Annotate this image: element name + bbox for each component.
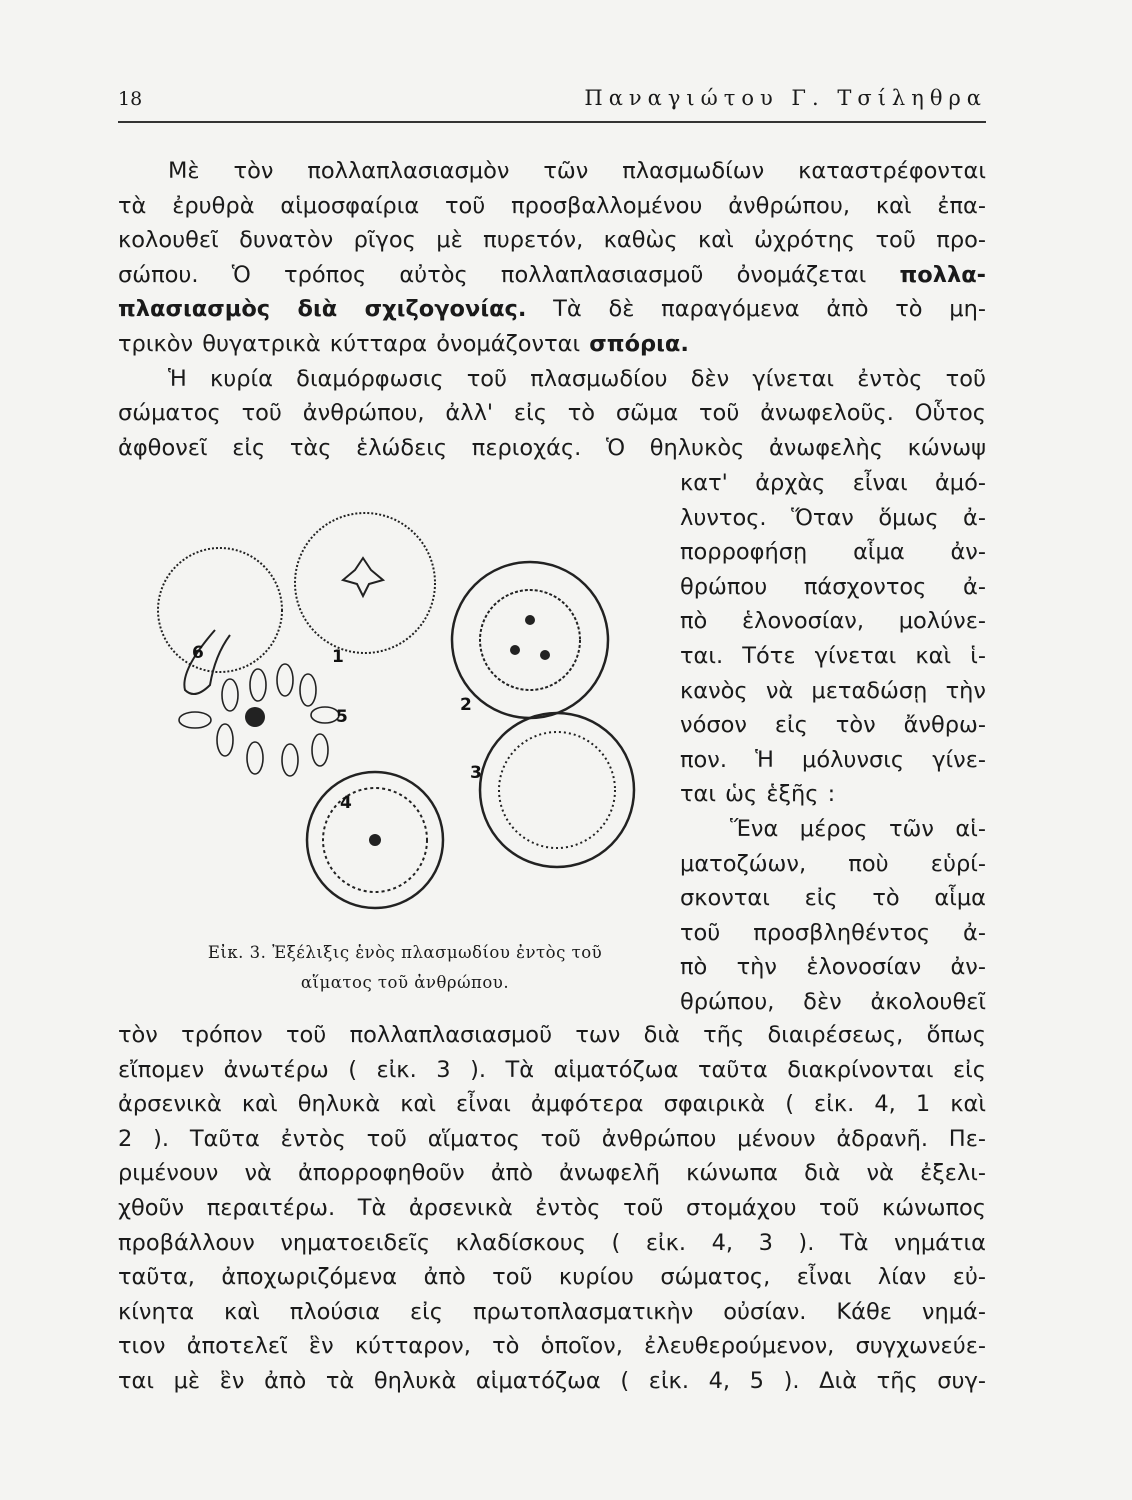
text-line xyxy=(680,985,986,1020)
text-segment: τοῦ προσβληθέντος ἀ- xyxy=(680,919,986,946)
text-segment: τὰ ἐρυθρὰ αἱμοσφαίρια τοῦ προσβαλλομένου ἀνθρώπου, καὶ ἐπα- xyxy=(118,192,986,219)
text-line xyxy=(680,812,986,847)
text-segment: Ἕνα μέρος τῶν αἱ- xyxy=(730,815,986,842)
paragraph-block-bottom xyxy=(118,1018,986,1399)
text-line xyxy=(680,777,986,812)
text-segment: σώματος τοῦ ἀνθρώπου, ἀλλ' εἰς τὸ σῶμα τοῦ ἀνωφελοῦς. Οὗτος xyxy=(118,400,986,427)
text-line xyxy=(680,535,986,570)
text-line xyxy=(118,258,986,293)
figure-label-1: 1 xyxy=(332,647,344,667)
paragraph-block-side xyxy=(680,466,986,1020)
text-line xyxy=(680,950,986,985)
text-segment: πὸ τὴν ἑλονοσίαν ἀν- xyxy=(680,954,986,981)
text-line xyxy=(680,674,986,709)
text-line xyxy=(118,396,986,431)
text-segment: σκονται εἰς τὸ αἷμα xyxy=(680,885,986,912)
cell-1 xyxy=(295,513,435,653)
header-rule xyxy=(118,121,986,123)
text-segment: σώπου. Ὁ τρόπος αὐτὸς πολλαπλασιασμοῦ ὀνομάζεται xyxy=(118,261,900,288)
text-line xyxy=(680,501,986,536)
text-line xyxy=(118,1018,986,1053)
text-segment: κίνητα καὶ πλούσια εἰς πρωτοπλασματικὴν οὐσίαν. Κάθε νημά- xyxy=(118,1298,986,1325)
text-line xyxy=(680,604,986,639)
figure-label-6: 6 xyxy=(192,643,204,663)
figure-caption-line-2: αἵματος τοῦ ἀνθρώπου. xyxy=(300,973,510,992)
cell-1-parasite xyxy=(343,558,383,596)
text-line xyxy=(118,362,986,397)
text-line xyxy=(118,1260,986,1295)
text-line xyxy=(118,1191,986,1226)
text-line xyxy=(680,466,986,501)
text-segment: τιον ἀποτελεῖ ἓν κύτταρον, τὸ ὁποῖον, ἐλευθερούμενον, συγχωνεύε- xyxy=(118,1333,986,1360)
text-segment: χθοῦν περαιτέρω. Τὰ ἀρσενικὰ ἐντὸς τοῦ στομάχου τοῦ κώνωπος xyxy=(118,1194,986,1221)
figure-label-2: 2 xyxy=(460,695,472,715)
text-segment: κατ' ἀρχὰς εἶναι ἀμό- xyxy=(680,470,986,496)
text-line xyxy=(118,1364,986,1399)
text-segment: 2 ). Ταῦτα ἐντὸς τοῦ αἵματος τοῦ ἀνθρώπου μένουν ἀδρανῆ. Πε- xyxy=(118,1125,986,1152)
text-segment: προβάλλουν νηματοειδεῖς κλαδίσκους ( εἰκ. 4, 3 ). Τὰ νημάτια xyxy=(118,1229,986,1256)
text-line xyxy=(118,1295,986,1330)
text-line xyxy=(118,1053,986,1088)
text-segment: ριμένουν νὰ ἀπορροφηθοῦν ἀπὸ ἀνωφελῆ κώνωπα διὰ νὰ ἐξελι- xyxy=(118,1160,986,1187)
text-line xyxy=(680,881,986,916)
text-segment: ται. Τότε γίνεται καὶ ἱ- xyxy=(680,642,986,669)
text-segment: ται ὡς ἑξῆς : xyxy=(680,781,836,808)
page-number: 18 xyxy=(118,88,143,110)
text-line xyxy=(118,1226,986,1261)
text-line xyxy=(118,1087,986,1122)
text-line xyxy=(680,708,986,743)
text-segment: θρώπου, δὲν ἀκολουθεῖ xyxy=(680,988,986,1015)
bold-term: πολλα- xyxy=(899,261,986,288)
bold-term: σπόρια. xyxy=(589,330,689,357)
text-segment: νόσον εἰς τὸν ἄνθρω- xyxy=(680,712,986,739)
text-segment: πὸ ἑλονοσίαν, μολύνε- xyxy=(680,608,986,635)
text-segment: εἴπομεν ἀνωτέρω ( εἰκ. 3 ). Τὰ αἱματόζωα ταῦτα διακρίνονται εἰς xyxy=(118,1056,986,1083)
text-line xyxy=(118,1122,986,1157)
paragraph-block-top xyxy=(118,154,986,465)
figure-caption xyxy=(150,938,660,998)
text-line xyxy=(680,570,986,605)
figure-label-4: 4 xyxy=(340,793,352,813)
text-line xyxy=(680,639,986,674)
figure-label-3: 3 xyxy=(470,763,482,783)
text-line xyxy=(680,847,986,882)
text-segment: ματοζώων, ποὺ εὑρί- xyxy=(680,850,986,877)
text-segment: κανὸς νὰ μεταδώσῃ τὴν xyxy=(680,677,986,704)
text-line xyxy=(118,431,986,466)
text-segment: Τὰ δὲ παραγόμενα ἀπὸ τὸ μη- xyxy=(526,296,987,323)
text-line xyxy=(118,223,986,258)
text-segment: ταῦτα, ἀποχωριζόμενα ἀπὸ τοῦ κυρίου σώματος, εἶναι λίαν εὐ- xyxy=(118,1264,986,1291)
cell-3 xyxy=(480,713,634,867)
text-line xyxy=(680,743,986,778)
text-segment: τὸν τρόπον τοῦ πολλαπλασιασμοῦ των διὰ τῆς διαιρέσεως, ὅπως xyxy=(118,1022,986,1048)
text-line xyxy=(118,154,986,189)
text-segment: τρικὸν θυγατρικὰ κύτταρα ὀνομάζονται xyxy=(118,330,590,357)
figure-caption-line-1: Εἰκ. 3. Ἐξέλιξις ἑνὸς πλασμωδίου ἐντὸς τοῦ xyxy=(207,943,603,962)
text-segment: Ἡ κυρία διαμόρφωσις τοῦ πλασμωδίου δὲν γίνεται ἐντὸς τοῦ xyxy=(168,365,986,392)
text-segment: ἀρσενικὰ καὶ θηλυκὰ καὶ εἶναι ἀμφότερα σφαιρικὰ ( εἰκ. 4, 1 καὶ xyxy=(118,1091,986,1118)
text-line xyxy=(118,189,986,224)
text-segment: θρώπου πάσχοντος ἀ- xyxy=(680,573,986,600)
text-segment: πον. Ἡ μόλυνσις γίνε- xyxy=(680,746,986,773)
figure-label-5: 5 xyxy=(336,707,348,727)
text-line xyxy=(118,292,986,327)
cell-3-inner xyxy=(499,732,615,848)
bold-term: πλασιασμὸς διὰ σχιζογονίας. xyxy=(118,296,527,323)
cell-2-inner xyxy=(480,590,580,690)
text-line xyxy=(118,327,986,362)
text-segment: κολουθεῖ δυνατὸν ρῖγος μὲ πυρετόν, καθὼς καὶ ὠχρότης τοῦ προ- xyxy=(118,227,986,254)
text-segment: Μὲ τὸν πολλαπλασιασμὸν τῶν πλασμωδίων καταστρέφονται xyxy=(168,158,986,184)
central-mass xyxy=(245,707,265,727)
text-line xyxy=(118,1156,986,1191)
running-title: Παναγιώτου Γ. Τσίληθρα xyxy=(584,86,987,110)
text-segment: πορροφήσῃ αἷμα ἀν- xyxy=(680,539,986,566)
text-segment: ἀφθονεῖ εἰς τὰς ἑλώδεις περιοχάς. Ὁ θηλυκὸς ἀνωφελὴς κώνωψ xyxy=(118,434,986,461)
cell-2 xyxy=(452,562,608,718)
text-segment: λυντος. Ὅταν ὅμως ἀ- xyxy=(680,504,986,531)
figure-plasmodium-illustration xyxy=(140,490,660,930)
text-line xyxy=(118,1329,986,1364)
text-line xyxy=(680,916,986,951)
text-segment: ται μὲ ἓν ἀπὸ τὰ θηλυκὰ αἱματόζωα ( εἰκ. 4, 5 ). Διὰ τῆς συγ- xyxy=(118,1367,986,1394)
